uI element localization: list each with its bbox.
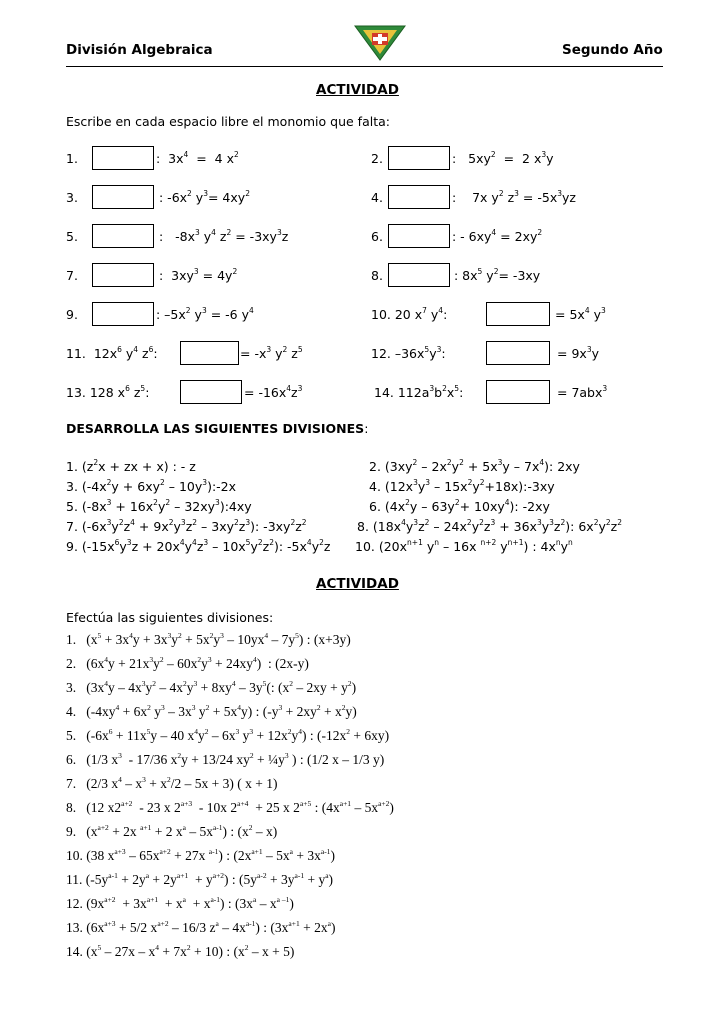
item-4: 4. <box>371 190 383 205</box>
item-7-expr: : $3xy^3 = 4y^2$ <box>159 267 238 283</box>
division-7: 7. $(-6x^3y^2z^4 + 9x^2y^3z^2 - 3xy^2z^3)$: $-3xy^2z^2$ <box>66 518 307 534</box>
section-2-heading <box>66 421 368 436</box>
answer-box-14[interactable] <box>486 380 550 404</box>
section-2-colon: : <box>364 421 369 436</box>
item-1: 1. <box>66 151 78 166</box>
activity-title-2: ACTIVIDAD <box>316 576 399 592</box>
item-13: 13. 128 $x^6$ $z^5$: <box>66 384 150 400</box>
answer-box-1[interactable] <box>92 146 154 170</box>
item-8: 8. <box>371 268 383 283</box>
division-5: 5. ($-8x^3 + 16x^2y^2$ – $32xy^3):4xy$ <box>66 498 252 514</box>
answer-box-5[interactable] <box>92 224 154 248</box>
exercise-9: 9. ($x^{a+2} + 2x$ $^{a+1}$ + 2 $x^a - 5x^{a-1}$) : $(x^2 - x)$ <box>66 823 278 839</box>
exercise-2: 2. $(6x^4y + 21x^3y^2 - 60x^2y^3 + 24xy^4)$ : (2x-y) <box>66 655 309 671</box>
item-2-expr: : $5xy^2 = 2$ $x^3y$ <box>452 150 554 166</box>
division-4: 4. ($12x^3y^3$ – $15x^2y^2+18x):-3xy$ <box>369 478 555 494</box>
division-3: 3. ($-4x^2y + 6xy^2$ – $10y^3):-2x$ <box>66 478 237 494</box>
division-2: 2. $(3xy^2 - 2x^2y^2 + 5x^3y - 7x^4)$: 2xy <box>369 458 580 474</box>
answer-box-9[interactable] <box>92 302 154 326</box>
item-1-expr: : $3x^4 = 4$ $x^2$ <box>156 150 239 166</box>
item-7: 7. <box>66 268 78 283</box>
instruction-2: Efectúa las siguientes divisiones: <box>66 610 274 625</box>
division-10: 10. ($20x^{n+1}$ $y^n - 16x$ $^{n+2}$ $y^{n+1}$) : $4x^ny^n$ <box>355 538 573 554</box>
division-8: 8. $(18x^4y^3z^2 - 24x^2y^2z^3 + 36x^3y^3z^2)$: $6x^2y^2z^2$ <box>357 518 622 534</box>
item-12: 12. $-36x^5y^3$: <box>371 345 446 361</box>
item-9-expr: : $-5x^2$ $y^3 = -6$ $y^4$ <box>156 306 254 322</box>
answer-box-13[interactable] <box>180 380 242 404</box>
section-2-title: DESARROLLA LAS SIGUIENTES DIVISIONES <box>66 421 365 436</box>
item-11-expr: = $-x^3$ $y^2$ $z^5$ <box>240 345 303 361</box>
answer-box-8[interactable] <box>388 263 450 287</box>
exercise-7: 7. (2/3 $x^4 - x^3 + x^2/2 - 5x + 3$) ( x + 1) <box>66 775 278 791</box>
item-3: 3. <box>66 190 78 205</box>
answer-box-4[interactable] <box>388 185 450 209</box>
item-6-expr: : - $6xy^4 = 2xy^2$ <box>452 228 543 244</box>
answer-box-6[interactable] <box>388 224 450 248</box>
item-10-expr: = $5x^4$ $y^3$ <box>555 306 606 322</box>
item-3-expr: : $-6x^2$ $y^3= 4xy^2$ <box>159 189 250 205</box>
item-2: 2. <box>371 151 383 166</box>
exercise-10: 10. (38 $x^{a+3} - 65x^{a+2} + 27x$ $^{a-1}$) : $(2x^{a+1} - 5x^a + 3x^{a-1})$ <box>66 847 335 863</box>
item-10: 10. 20 $x^7$ $y^4$: <box>371 306 448 322</box>
answer-box-10[interactable] <box>486 302 550 326</box>
item-14: 14. $112a^3b^2x^5$: <box>374 384 464 400</box>
activity-title: ACTIVIDAD <box>316 82 399 98</box>
instruction-1: Escribe en cada espacio libre el monomio que falta: <box>66 114 390 129</box>
answer-box-12[interactable] <box>486 341 550 365</box>
item-14-expr: = 7abx$^3$ <box>557 384 608 400</box>
header-right: Segundo Año <box>562 42 663 58</box>
item-6: 6. <box>371 229 383 244</box>
exercise-14: 14. $(x^5 - 27x - x^4 + 7x^2 + 10)$ : $(x^2 - x + 5)$ <box>66 943 295 959</box>
item-4-expr: : 7x $y^2$ $z^3 = -5x^3yz$ <box>452 189 576 205</box>
item-5: 5. <box>66 229 78 244</box>
header-rule <box>66 66 663 67</box>
exercise-6: 6. (1/3 $x^3 - 17/36$ $x^2y + 13/24$ $xy^2$ + $\frac{1}{4}y^3$ ) : (1/2 x – 1/3 y) <box>66 751 385 767</box>
item-13-expr: = $-16x^4z^3$ <box>244 384 303 400</box>
school-crest-logo <box>353 24 407 62</box>
exercise-1: 1. $(x^5 + 3x^4y + 3x^3y^2 + 5x^2y^3 - 10yx^4 - 7y^5)$ : (x+3y) <box>66 631 351 647</box>
exercise-13: 13. ($6x^{a+3} + 5/2$ $x^{a+2} - 16/3$ $z^a - 4x^{a-1}$) : $(3x^{a+1} + 2x^a)$ <box>66 919 336 935</box>
division-1: 1. ($z^2x$ + zx + x) : - z <box>66 458 196 474</box>
item-11: 11. $12x^6$ $y^4$ $z^6$: <box>66 345 158 361</box>
exercise-4: 4. ($-4xy^4 + 6x^2$ $y^3 - 3x^3$ $y^2 + 5x^4y$) : $(-y^3 + 2xy^2 + x^2y)$ <box>66 703 357 719</box>
exercise-3: 3. ($3x^4y - 4x^3y^2 - 4x^2y^3 + 8xy^4 - 3y^5$(: $(x^2 - 2xy + y^2)$ <box>66 679 357 695</box>
item-8-expr: : $8x^5$ $y^2= -3xy$ <box>454 267 541 283</box>
answer-box-2[interactable] <box>388 146 450 170</box>
item-5-expr: : $-8x^3$ $y^4$ $z^2 = -3xy^3z$ <box>159 228 289 244</box>
division-6: 6. $(4x^2y - 63y^2+ 10xy^4)$: -2xy <box>369 498 550 514</box>
header-left: División Algebraica <box>66 42 213 58</box>
item-9: 9. <box>66 307 78 322</box>
exercise-12: 12. $(9x^{a+2} + 3x^{a+1} + x^a + x^{a-1})$ : $(3x^a - x^{a -1})$ <box>66 895 294 911</box>
item-12-expr: = $9x^3y$ <box>557 345 599 361</box>
exercise-8: 8. (12 $x2^{a+2} - 23$ x $2^{a+3} - 10x$ $2^{a+4} + 25$ x $2^{a+5}$ : $(4x^{a+1} - 5x^{a+2})$ <box>66 799 394 815</box>
exercise-11: 11. $(-5y^{a-1} + 2y^a + 2y^{a+1} + y^{a+2})$ : $(5y^{a-2} + 3y^{a-1} + y^a)$ <box>66 871 334 887</box>
answer-box-7[interactable] <box>92 263 154 287</box>
division-9: 9. $(-15x^6y^3z + 20x^4y^4z^3 - 10x^5y^2z^2)$: $-5x^4y^2z$ <box>66 538 331 554</box>
answer-box-3[interactable] <box>92 185 154 209</box>
exercise-5: 5. ($-6x^6 + 11x^5y - 40$ $x^4y^2 - 6x^3$ $y^3 + 12x^2y^4$) : $(-12x^2 + 6xy)$ <box>66 727 390 743</box>
answer-box-11[interactable] <box>180 341 239 365</box>
